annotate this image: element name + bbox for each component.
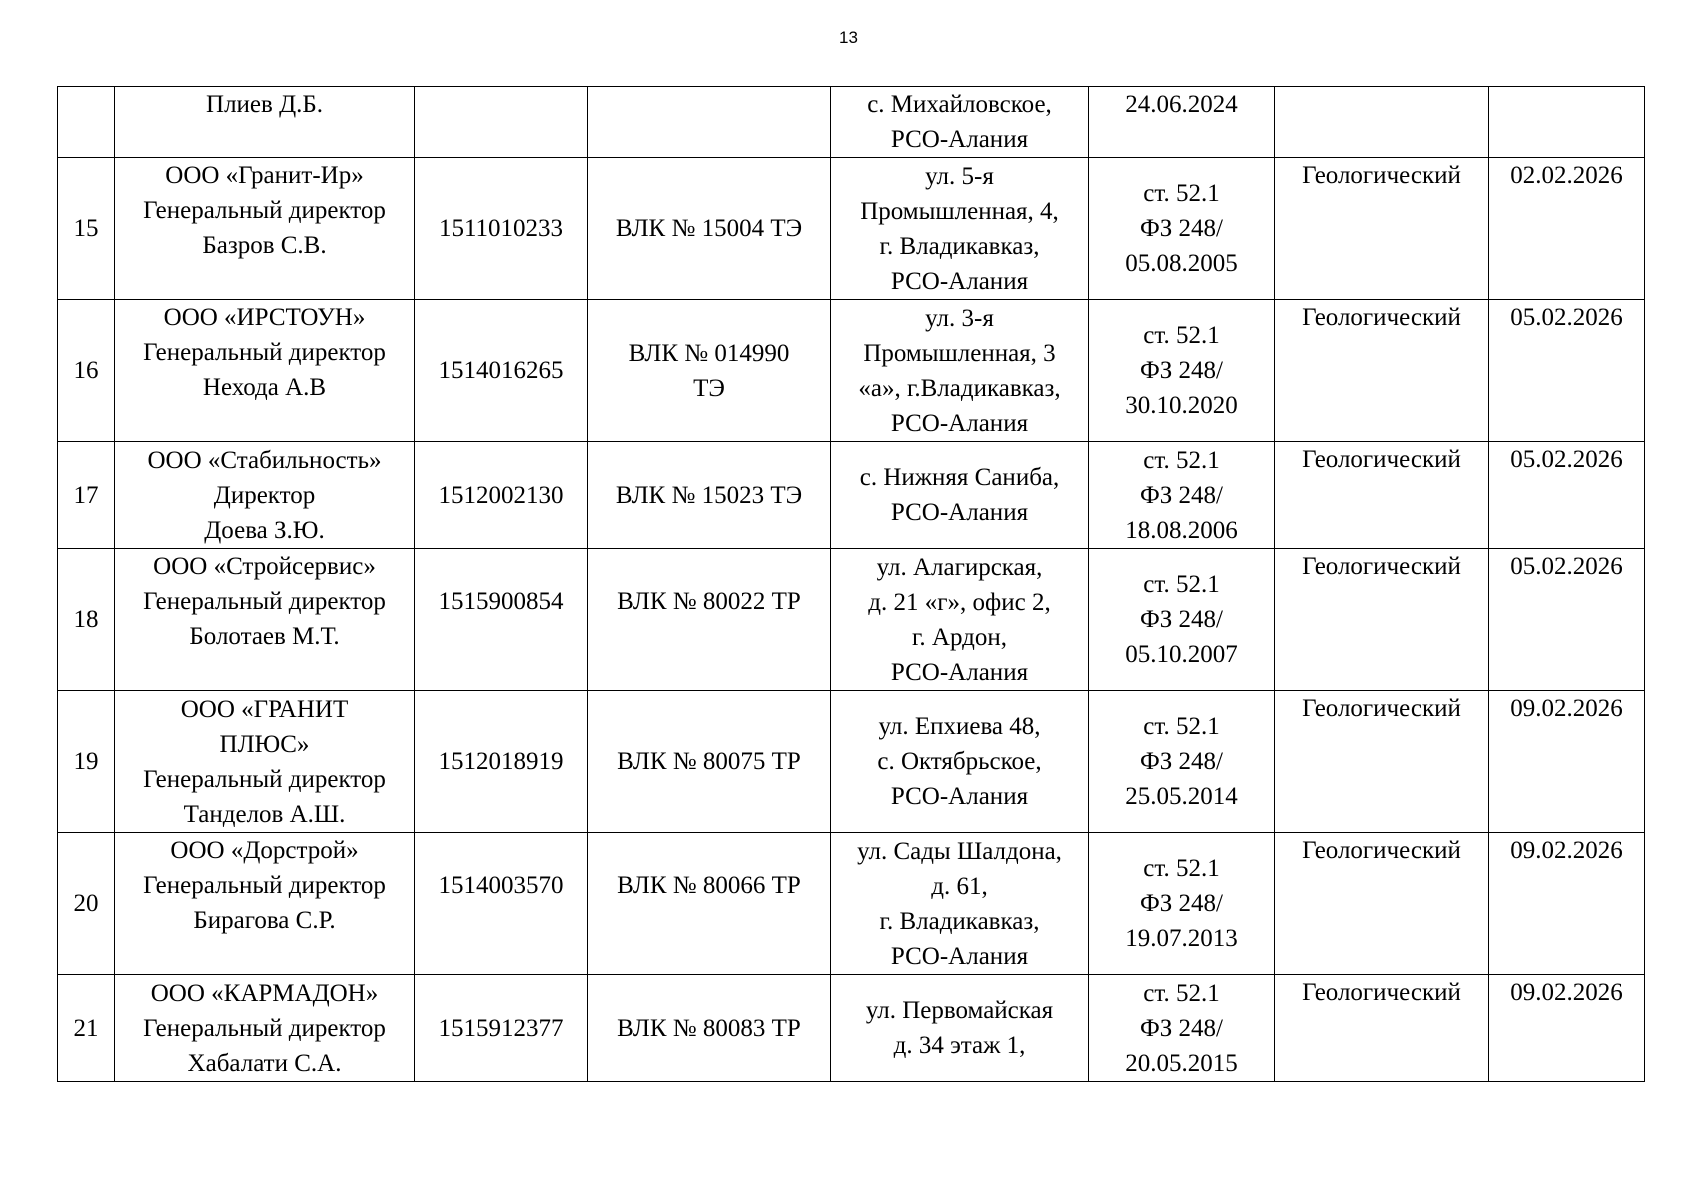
cell-legal-basis: ст. 52.1 ФЗ 248/ 25.05.2014 (1089, 691, 1275, 833)
cell-company: ООО «Стабильность» Директор Доева З.Ю. (115, 442, 415, 549)
table-row (58, 833, 1645, 975)
table-row (58, 300, 1645, 442)
cell-date (1489, 87, 1645, 158)
cell-company: ООО «Гранит-Ир» Генеральный директор Базров С.В. (115, 158, 415, 300)
cell-inn: 1514016265 (415, 300, 588, 442)
cell-number: 16 (58, 300, 115, 442)
cell-license (588, 87, 831, 158)
cell-number: 21 (58, 975, 115, 1082)
cell-address: ул. Алагирская, д. 21 «г», офис 2, г. Ардон, РСО-Алания (831, 549, 1089, 691)
cell-control-type: Геологический (1275, 300, 1489, 442)
cell-date: 09.02.2026 (1489, 833, 1645, 975)
table-row (58, 442, 1645, 549)
cell-control-type: Геологический (1275, 442, 1489, 549)
cell-address: ул. Первомайская д. 34 этаж 1, (831, 975, 1089, 1082)
table-row-continuation (58, 87, 1645, 158)
cell-legal-basis: 24.06.2024 (1089, 87, 1275, 158)
cell-license: ВЛК № 80066 ТР (588, 833, 831, 975)
cell-address: с. Нижняя Саниба, РСО-Алания (831, 442, 1089, 549)
cell-number: 17 (58, 442, 115, 549)
cell-control-type: Геологический (1275, 833, 1489, 975)
cell-control-type (1275, 87, 1489, 158)
page-number: 13 (839, 28, 858, 47)
cell-company: ООО «Стройсервис» Генеральный директор Болотаев М.Т. (115, 549, 415, 691)
cell-date: 02.02.2026 (1489, 158, 1645, 300)
cell-control-type: Геологический (1275, 549, 1489, 691)
cell-control-type: Геологический (1275, 975, 1489, 1082)
cell-legal-basis: ст. 52.1 ФЗ 248/ 18.08.2006 (1089, 442, 1275, 549)
cell-inn: 1515900854 (415, 549, 588, 691)
cell-legal-basis: ст. 52.1 ФЗ 248/ 05.08.2005 (1089, 158, 1275, 300)
cell-number: 20 (58, 833, 115, 975)
cell-number: 15 (58, 158, 115, 300)
table-row (58, 158, 1645, 300)
cell-license: ВЛК № 80022 ТР (588, 549, 831, 691)
table-row (58, 975, 1645, 1082)
cell-address: ул. Епхиева 48, с. Октябрьское, РСО-Алания (831, 691, 1089, 833)
cell-company: ООО «КАРМАДОН» Генеральный директор Хабалати С.А. (115, 975, 415, 1082)
cell-license: ВЛК № 15004 ТЭ (588, 158, 831, 300)
cell-control-type: Геологический (1275, 158, 1489, 300)
cell-license: ВЛК № 15023 ТЭ (588, 442, 831, 549)
cell-company: ООО «ГРАНИТ ПЛЮС» Генеральный директор Танделов А.Ш. (115, 691, 415, 833)
cell-inn: 1512002130 (415, 442, 588, 549)
cell-legal-basis: ст. 52.1 ФЗ 248/ 19.07.2013 (1089, 833, 1275, 975)
cell-address: ул. Сады Шалдона, д. 61, г. Владикавказ, РСО-Алания (831, 833, 1089, 975)
cell-license: ВЛК № 014990 ТЭ (588, 300, 831, 442)
cell-company: ООО «Дорстрой» Генеральный директор Бирагова С.Р. (115, 833, 415, 975)
cell-inn: 1514003570 (415, 833, 588, 975)
cell-date: 05.02.2026 (1489, 300, 1645, 442)
cell-legal-basis: ст. 52.1 ФЗ 248/ 30.10.2020 (1089, 300, 1275, 442)
cell-date: 05.02.2026 (1489, 549, 1645, 691)
cell-inn: 1515912377 (415, 975, 588, 1082)
cell-legal-basis: ст. 52.1 ФЗ 248/ 05.10.2007 (1089, 549, 1275, 691)
cell-company: ООО «ИРСТОУН» Генеральный директор Нехода А.В (115, 300, 415, 442)
cell-legal-basis: ст. 52.1 ФЗ 248/ 20.05.2015 (1089, 975, 1275, 1082)
cell-address: с. Михайловское, РСО-Алания (831, 87, 1089, 158)
cell-inn (415, 87, 588, 158)
cell-control-type: Геологический (1275, 691, 1489, 833)
cell-company: Плиев Д.Б. (115, 87, 415, 158)
cell-license: ВЛК № 80083 ТР (588, 975, 831, 1082)
cell-date: 09.02.2026 (1489, 691, 1645, 833)
registry-table (57, 86, 1645, 1082)
table-row (58, 549, 1645, 691)
cell-address: ул. 3-я Промышленная, 3 «а», г.Владикавказ, РСО-Алания (831, 300, 1089, 442)
table-row (58, 691, 1645, 833)
cell-date: 09.02.2026 (1489, 975, 1645, 1082)
cell-number: 19 (58, 691, 115, 833)
cell-date: 05.02.2026 (1489, 442, 1645, 549)
cell-inn: 1512018919 (415, 691, 588, 833)
cell-number (58, 87, 115, 158)
cell-number: 18 (58, 549, 115, 691)
cell-inn: 1511010233 (415, 158, 588, 300)
cell-license: ВЛК № 80075 ТР (588, 691, 831, 833)
cell-address: ул. 5-я Промышленная, 4, г. Владикавказ, РСО-Алания (831, 158, 1089, 300)
